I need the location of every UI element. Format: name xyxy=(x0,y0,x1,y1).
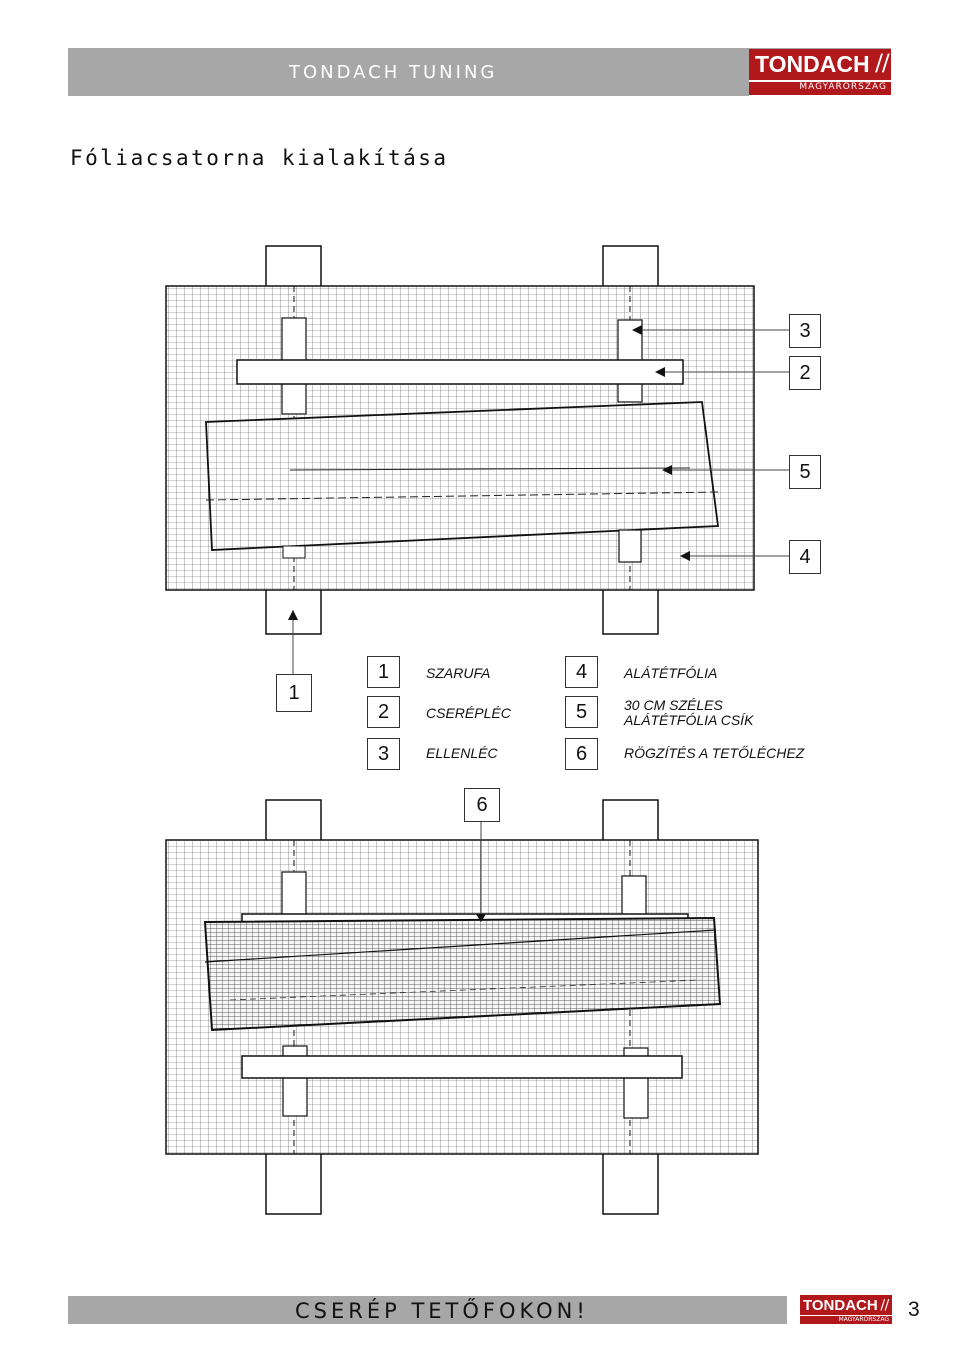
counter-batten xyxy=(282,872,306,918)
legend-label-1: SZARUFA xyxy=(426,665,491,681)
logo-brand-text: TONDACH xyxy=(755,51,870,77)
callout-1: 1 xyxy=(276,674,312,712)
counter-batten xyxy=(283,546,305,558)
legend-num-3: 3 xyxy=(367,738,400,770)
header-title: TONDACH TUNING xyxy=(289,62,498,83)
underlay-strip xyxy=(206,402,718,550)
tile-batten xyxy=(237,360,683,384)
tile-logo-icon: ⧸⧸ xyxy=(880,1297,889,1312)
page-number: 3 xyxy=(908,1298,920,1321)
tile-logo-icon: ⧸⧸ xyxy=(875,53,890,75)
logo-header xyxy=(749,49,891,96)
legend-label-2: CSERÉPLÉC xyxy=(426,705,511,721)
logo-brand-text: TONDACH xyxy=(803,1296,878,1314)
callout-3: 3 xyxy=(789,314,821,348)
callout-5: 5 xyxy=(789,455,821,489)
top-diagram xyxy=(166,246,790,706)
callout-2: 2 xyxy=(789,356,821,390)
counter-batten xyxy=(619,530,641,562)
tile-batten xyxy=(242,1056,682,1078)
section-title: Fóliacsatorna kialakítása xyxy=(70,146,449,170)
legend-num-1: 1 xyxy=(367,656,400,688)
legend-num-5: 5 xyxy=(565,696,598,728)
legend-num-6: 6 xyxy=(565,738,598,770)
legend-num-4: 4 xyxy=(565,656,598,688)
logo-footer xyxy=(800,1295,892,1325)
logo-region-text: MAGYARORSZÁG xyxy=(800,1316,892,1324)
callout-4: 4 xyxy=(789,540,821,574)
bottom-diagram xyxy=(166,800,758,1214)
legend-num-2: 2 xyxy=(367,696,400,728)
logo-region-text: MAGYARORSZÁG xyxy=(749,82,891,95)
legend-label-3: ELLENLÉC xyxy=(426,745,498,761)
footer-text: CSERÉP TETŐFOKON! xyxy=(295,1299,589,1323)
legend-label-5: 30 CM SZÉLES ALÁTÉTFÓLIA CSÍK xyxy=(624,697,754,728)
legend-label-6: RÖGZÍTÉS A TETŐLÉCHEZ xyxy=(624,745,805,761)
callout-6: 6 xyxy=(464,788,500,822)
legend-label-4: ALÁTÉTFÓLIA xyxy=(624,665,718,681)
counter-batten xyxy=(622,876,646,918)
